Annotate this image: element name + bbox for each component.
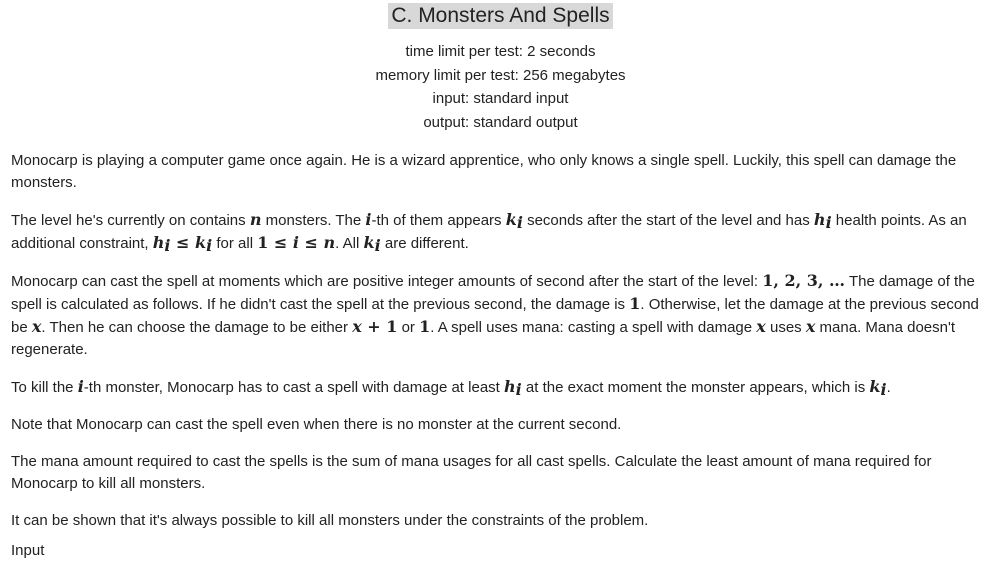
time-limit: time limit per test: 2 seconds <box>405 43 596 60</box>
problem-title: C. Monsters And Spells <box>388 3 612 29</box>
statement-paragraph-5: Note that Monocarp can cast the spell even when there is no monster at the current second. <box>11 416 622 433</box>
statement-paragraph-3: Monocarp can cast the spell at moments which are positive integer amounts of second after the start of the level: 1, 2, 3, … The damage of the spell is calculated as follows. If he didn't cast the spell at the previous second, the damage is 1. Otherwise, let the damage at the previous second be x. Then he can choose the damage to be either x + 1 or 1. A spell uses mana: casting a spell with damage x uses x mana. Mana doesn't regenerate. <box>11 271 979 358</box>
statement-paragraph-1: Monocarp is playing a computer game once again. He is a wizard apprentice, who only knows a single spell. Luckily, this spell can damage the monsters. <box>11 152 957 191</box>
statement-paragraph-4: To kill the i-th monster, Monocarp has to cast a spell with damage at least $h_i$ at the exact moment the monster appears, which is $k_i$. <box>11 377 891 399</box>
statement-paragraph-6: The mana amount required to cast the spells is the sum of mana usages for all cast spells. Calculate the least amount of mana required for Monocarp to kill all monsters. <box>11 453 932 492</box>
statement-paragraph-7: It can be shown that it's always possible to kill all monsters under the constraints of the problem. <box>11 512 649 529</box>
input-section-heading: Input <box>11 542 45 559</box>
memory-limit: memory limit per test: 256 megabytes <box>375 66 626 84</box>
problem-header <box>0 0 1001 135</box>
problem-limits <box>0 40 1001 135</box>
input-spec: input: standard input <box>432 90 569 108</box>
problem-statement <box>11 150 986 547</box>
output-spec: output: standard output <box>423 114 578 132</box>
statement-paragraph-2: The level he's currently on contains n monsters. The i-th of them appears $k_i$ seconds after the start of the level and has $h_i$ health points. As an additional constraint, $h_i \le k_i$ for all 1 ≤ i ≤ n. All $k_i$ are different. <box>11 210 967 255</box>
